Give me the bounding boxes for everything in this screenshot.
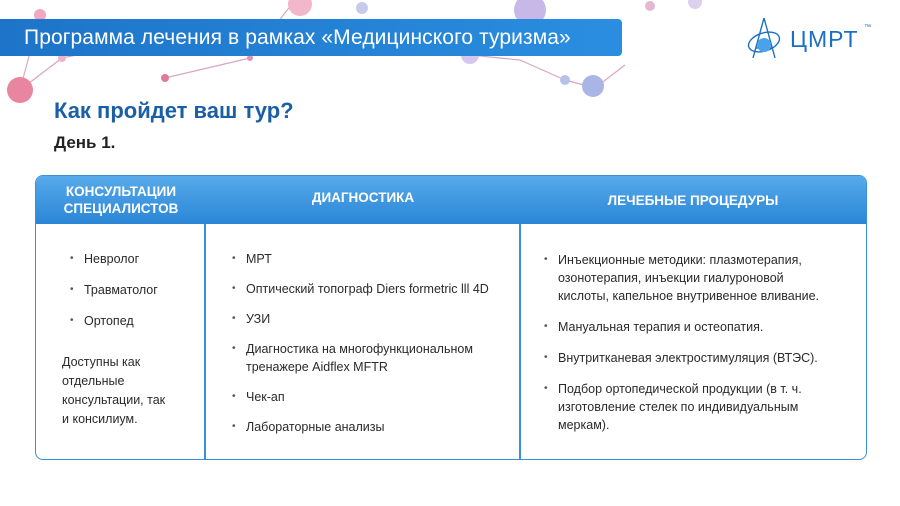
list-item: • МРТ	[246, 250, 514, 268]
column-divider	[204, 224, 206, 460]
list-item: • УЗИ	[246, 310, 514, 328]
list-item: • Инъекционные методики: плазмотерапия, озонотерапия, инъекции гиалуроновой кислоты, капельное внутривенное вливание.	[558, 251, 862, 305]
list-item: • Невролог	[84, 250, 202, 268]
program-title-banner	[0, 19, 622, 56]
list-item: • Травматолог	[84, 281, 202, 299]
list-item: • Ортопед	[84, 312, 202, 330]
consultations-note: Доступны как отдельные консультации, так и консилиум.	[62, 355, 166, 426]
column-header-line: ЛЕЧЕБНЫЕ ПРОЦЕДУРЫ	[607, 192, 779, 208]
column-header-line: КОНСУЛЬТАЦИИ	[65, 184, 177, 199]
diagnostics-list	[246, 250, 514, 436]
diagnostics-column	[246, 224, 514, 436]
column-header-consultations	[36, 176, 206, 224]
list-item: • Чек-ап	[246, 388, 514, 406]
column-header-line: ДИАГНОСТИКА	[311, 189, 415, 205]
list-item: • Внутритканевая электростимуляция (ВТЭС).	[558, 349, 862, 367]
banner-title: Программа лечения в рамках «Медицинского туризма»	[24, 25, 571, 49]
day-label: День 1.	[54, 133, 116, 152]
column-header-diagnostics	[206, 176, 520, 224]
specialist-list	[84, 250, 202, 330]
program-table	[35, 175, 867, 460]
list-item: • Диагностика на многофункциональном тренажере Aidflex MFTR	[246, 340, 514, 376]
logo-trademark: ™	[864, 24, 871, 31]
logo-text: ЦМРТ	[790, 26, 859, 52]
consultations-column	[62, 224, 202, 429]
procedures-list	[558, 251, 862, 434]
tour-question-heading: Как пройдет ваш тур?	[54, 98, 294, 123]
procedures-column	[558, 224, 862, 434]
list-item: • Подбор ортопедической продукции (в т. ч. изготовление стелек по индивидуальным меркам).	[558, 380, 862, 434]
column-divider	[519, 224, 521, 460]
column-header-procedures	[520, 176, 866, 224]
list-item: • Мануальная терапия и остеопатия.	[558, 318, 862, 336]
list-item: • Оптический топограф Diers formetric lll 4D	[246, 280, 514, 298]
column-header-line: СПЕЦИАЛИСТОВ	[63, 201, 179, 216]
list-item: • Лабораторные анализы	[246, 418, 514, 436]
